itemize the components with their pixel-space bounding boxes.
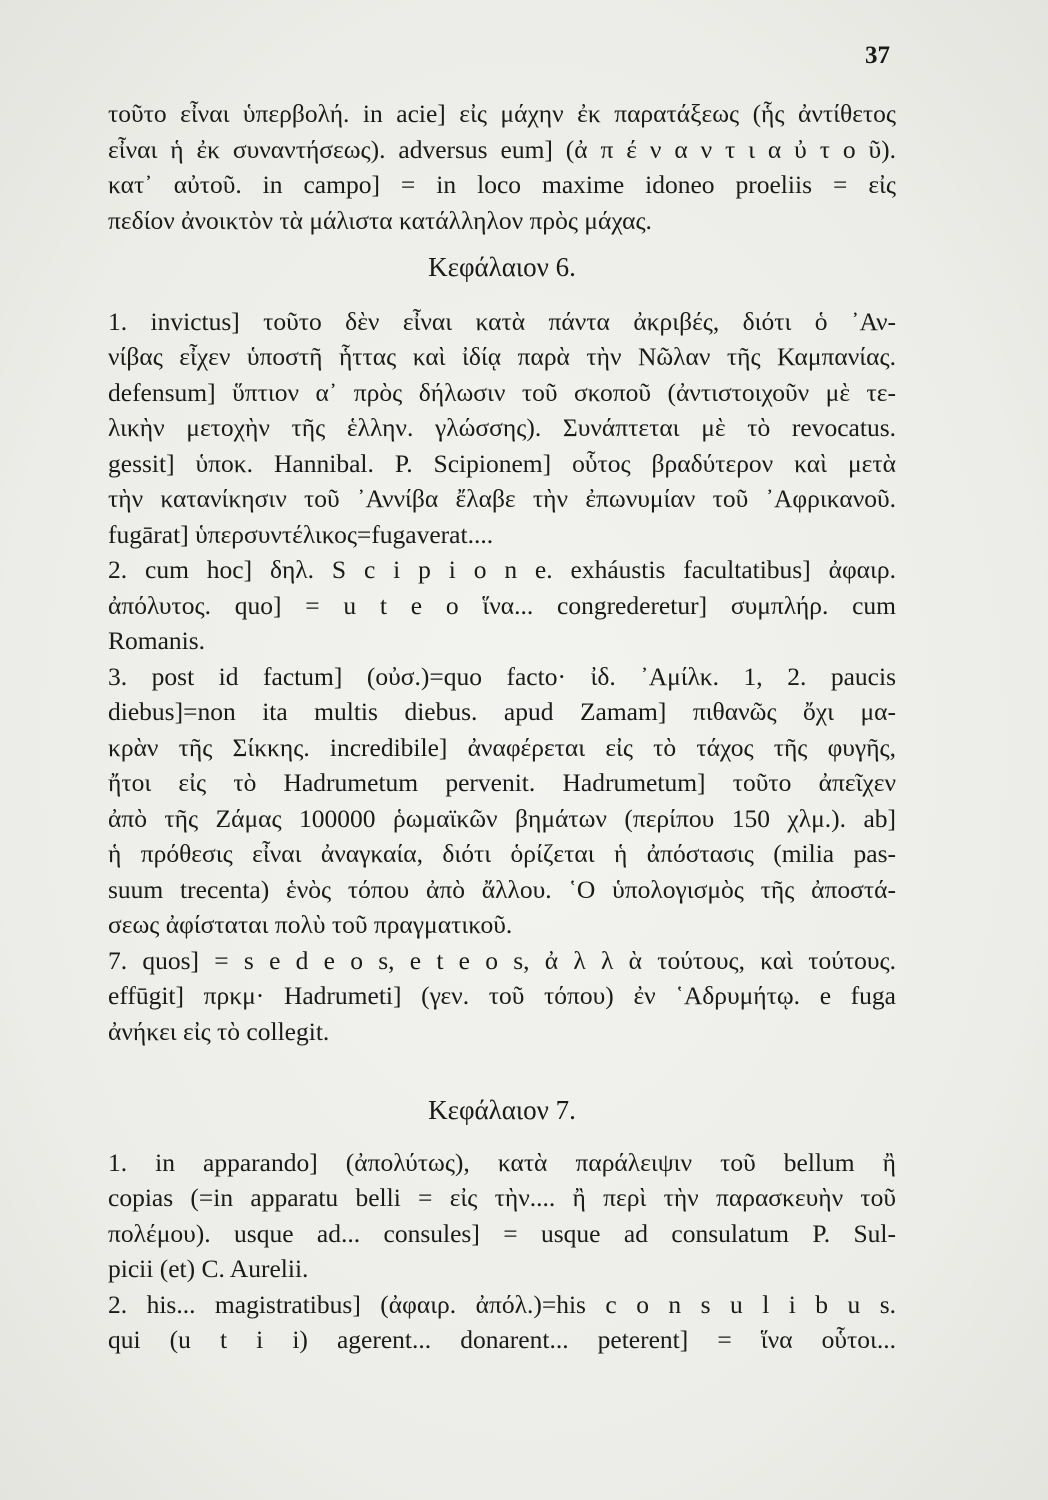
text-line: 2. his... magistratibus] (ἀφαιρ. ἀπόλ.)=his c o n s u l i b u s. [108, 1289, 896, 1319]
text-line: 1. in apparando] (ἀπολύτως), κατὰ παράλειψιν τοῦ bellum ἢ [108, 1147, 896, 1177]
text-line: ἡ πρόθεσις εἶναι ἀναγκαία, διότι ὁρίζεται ἡ ἀπόστασις (milia pas- [108, 839, 896, 868]
text-line: 3. post id factum] (οὐσ.)=quo facto· ἰδ. ᾿Αμίλκ. 1, 2. paucis [108, 661, 896, 691]
text-line: fugārat] ὑπερσυντέλικος=fugaverat.... [108, 519, 494, 549]
paragraph-intro [108, 96, 896, 238]
text-line: effūgit] πρκμ· Hadrumeti] (γεν. τοῦ τόπου) ἐν ῾Αδρυμήτῳ. e fuga [108, 981, 896, 1010]
text-line: Romanis. [108, 626, 206, 655]
text-line: κρὰν τῆς Σίκκης. incredibile] ἀναφέρεται εἰς τὸ τάχος τῆς φυγῆς, [108, 732, 896, 762]
text-line: 7. quos] = s e d e o s, e t e o s, ἀ λ λ ὰ τούτους, καὶ τούτους. [108, 945, 896, 975]
text-line: copias (=in apparatu belli = εἰς τὴν.... ἢ περὶ τὴν παρασκευὴν τοῦ [108, 1183, 896, 1212]
text-line: 2. cum hoc] δηλ. S c i p i o n e. exháustis facultatibus] ἀφαιρ. [108, 555, 896, 584]
text-line: picii (et) C. Aurelii. [108, 1254, 309, 1283]
text-line: ἤτοι εἰς τὸ Hadrumetum pervenit. Hadrumetum] τοῦτο ἀπεῖχεν [108, 768, 896, 797]
chapter-6-text [108, 304, 896, 1050]
text-line: πεδίον ἀνοικτὸν τὰ μάλιστα κατάλληλον πρὸς μάχας. [108, 205, 652, 235]
text-line: defensum] ὕπτιον α᾽ πρὸς δήλωσιν τοῦ σκοποῦ (ἀντιστοιχοῦν μὲ τε- [108, 377, 896, 407]
text-line: qui (u t i i) agerent... donarent... peterent] = ἵνα οὗτοι... [108, 1325, 896, 1354]
text-line: gessit] ὑποκ. Hannibal. P. Scipionem] οὗτος βραδύτερον καὶ μετὰ [108, 448, 896, 478]
text-line: τὴν κατανίκησιν τοῦ ᾿Αννίβα ἔλαβε τὴν ἐπωνυμίαν τοῦ ᾿Αφρικανοῦ. [108, 484, 896, 513]
text-line: κατ᾽ αὐτοῦ. in campo] = in loco maxime idoneo proeliis = εἰς [108, 170, 896, 199]
text-line: πολέμου). usque ad... consules] = usque ad consulatum P. Sul- [108, 1218, 896, 1248]
chapter-7-text [108, 1145, 896, 1358]
text-line: ἀπόλυτος. quo] = u t e o ἵνα... congrederetur] συμπλήρ. cum [108, 590, 896, 620]
text-line: ἀπὸ τῆς Ζάμας 100000 ῥωμαϊκῶν βημάτων (περίπου 150 χλμ.). ab] [108, 803, 896, 833]
text-line: νίβας εἶχεν ὑποστῆ ἧττας καὶ ἰδίᾳ παρὰ τὴν Νῶλαν τῆς Καμπανίας. [108, 342, 896, 371]
page-number: 37 [865, 42, 890, 69]
chapter-6-heading: Κεφάλαιον 6. [428, 252, 576, 282]
text-line: σεως ἀφίσταται πολὺ τοῦ πραγματικοῦ. [108, 910, 513, 939]
text-line: εἶναι ἡ ἐκ συναντήσεως). adversus eum] (ἀ π έ ν α ν τ ι α ὐ τ ο ῦ). [108, 134, 896, 164]
text-line: ἀνήκει εἰς τὸ collegit. [108, 1016, 330, 1046]
text-line: 1. invictus] τοῦτο δὲν εἶναι κατὰ πάντα ἀκριβές, διότι ὁ ᾿Αν- [108, 306, 896, 336]
chapter-7-heading: Κεφάλαιον 7. [428, 1095, 576, 1125]
text-line: λικὴν μετοχὴν τῆς ἑλλην. γλώσσης). Συνάπτεται μὲ τὸ revocatus. [108, 413, 896, 442]
text-line: diebus]=non ita multis diebus. apud Zamam] πιθανῶς ὄχι μα- [108, 697, 896, 726]
text-line: suum trecenta) ἑνὸς τόπου ἀπὸ ἄλλου. ῾Ο ὑπολογισμὸς τῆς ἀποστά- [108, 874, 896, 904]
text-line: τοῦτο εἶναι ὑπερβολή. in acie] εἰς μάχην ἐκ παρατάξεως (ἧς ἀντίθετος [108, 99, 896, 128]
page-body [108, 96, 896, 1358]
